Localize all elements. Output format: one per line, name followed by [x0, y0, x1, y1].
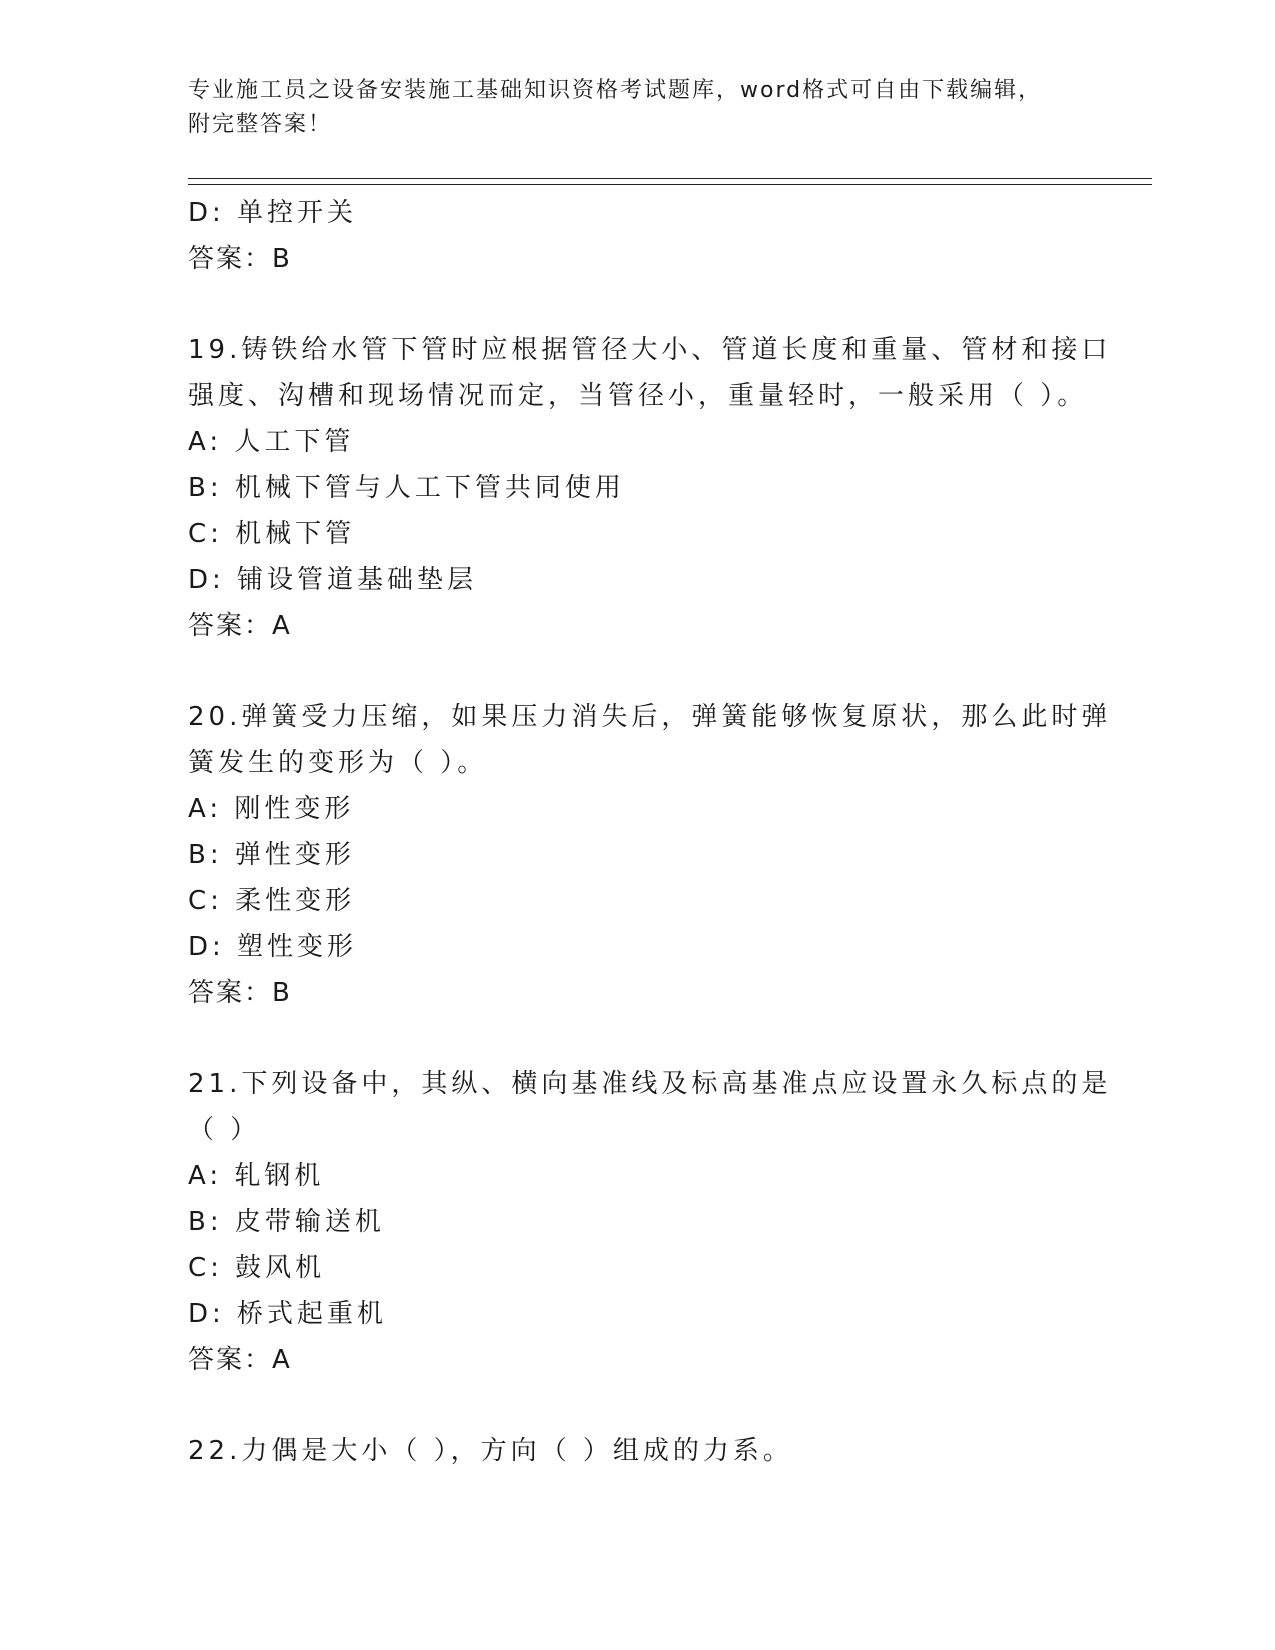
- option-b: B: 弹性变形: [188, 840, 355, 870]
- option-c: C: 机械下管: [188, 519, 356, 549]
- option-d: D: 桥式起重机: [188, 1299, 388, 1329]
- document-header: [188, 74, 1068, 142]
- answer: 答案：A: [188, 611, 292, 641]
- answer: 答案：B: [188, 978, 292, 1008]
- question-19: [188, 327, 1112, 649]
- option-c: C: 柔性变形: [188, 886, 356, 916]
- option-d: D: 铺设管道基础垫层: [188, 565, 478, 595]
- question-text-line-1: 22.力偶是大小（ ），方向（ ）组成的力系。: [188, 1436, 793, 1466]
- header-line-2: 附完整答案！: [188, 112, 333, 137]
- header-divider-top: [188, 178, 1152, 179]
- option-d: D: 塑性变形: [188, 932, 358, 962]
- option-d: D: 单控开关: [188, 198, 358, 228]
- question-21: [188, 1061, 1112, 1383]
- answer: 答案：B: [188, 244, 292, 274]
- answer: 答案：A: [188, 1345, 292, 1375]
- header-divider-bottom: [188, 184, 1152, 185]
- question-list: [188, 190, 1112, 1474]
- question-text-line-1: 21.下列设备中，其纵、横向基准线及标高基准点应设置永久标点的是: [188, 1069, 1112, 1099]
- header-line-1: 专业施工员之设备安装施工基础知识资格考试题库，word格式可自由下载编辑，: [188, 78, 1043, 103]
- option-b: B: 皮带输送机: [188, 1207, 385, 1237]
- question-text-line-2: 簧发生的变形为（ ）。: [188, 748, 488, 778]
- question-text-line-1: 20.弹簧受力压缩，如果压力消失后，弹簧能够恢复原状，那么此时弹: [188, 702, 1112, 732]
- option-a: A: 人工下管: [188, 427, 355, 457]
- question-22: [188, 1428, 1088, 1474]
- question-text-line-1: 19.铸铁给水管下管时应根据管径大小、管道长度和重量、管材和接口: [188, 335, 1112, 365]
- option-c: C: 鼓风机: [188, 1253, 326, 1283]
- option-a: A: 刚性变形: [188, 794, 355, 824]
- question-text-line-2: 强度、沟槽和现场情况而定，当管径小，重量轻时，一般采用（ ）。: [188, 381, 1088, 411]
- question-20: [188, 694, 1112, 1016]
- option-a: A: 轧钢机: [188, 1161, 325, 1191]
- question-text-line-2: （ ）: [188, 1115, 261, 1145]
- question-18-tail: [188, 190, 1088, 282]
- option-b: B: 机械下管与人工下管共同使用: [188, 473, 625, 503]
